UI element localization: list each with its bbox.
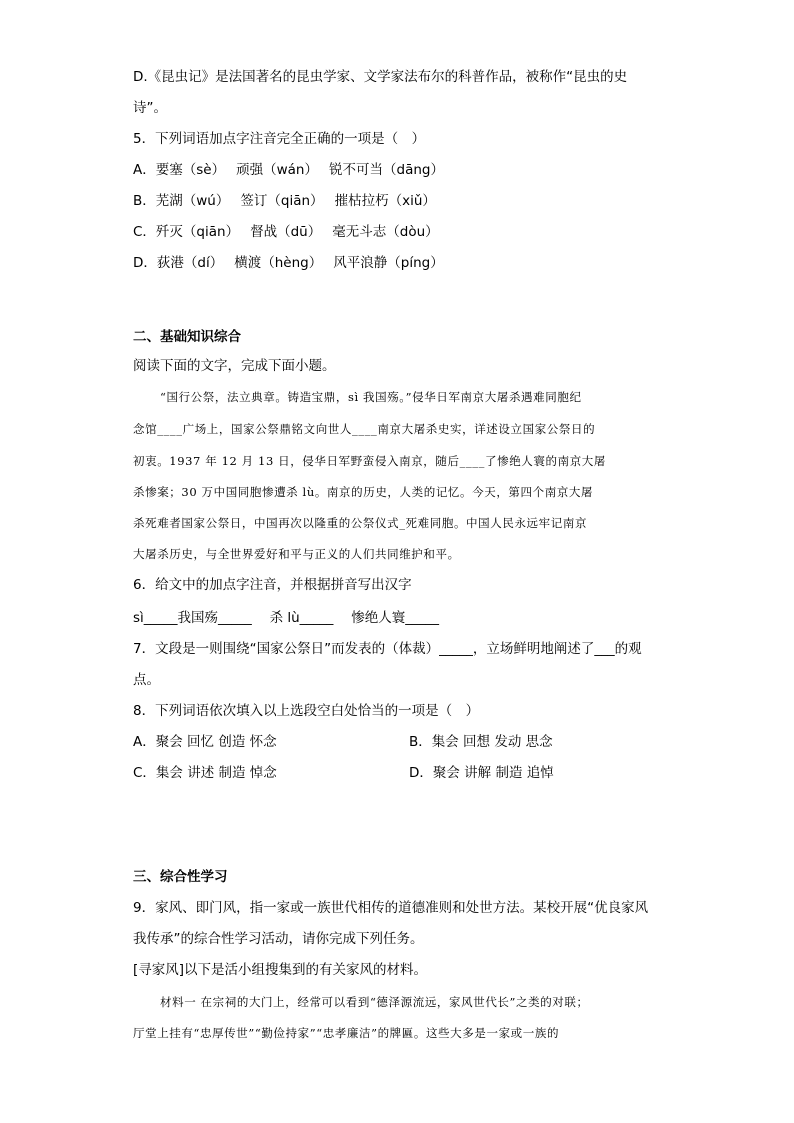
q6-stem: 6．给文中的加点字注音，并根据拼音写出汉字 [133, 577, 412, 593]
q7-line1: 7．文段是一则围绕“国家公祭日”而发表的（体裁）_____，立场鲜明地阐述了___的观 [133, 641, 642, 657]
q5-option-a: A．要塞（sè） 顽强（wán） 锐不可当（dāng） [133, 162, 444, 178]
passage-line-5: 杀死难者国家公祭日，中国再次以隆重的公祭仪式_死难同胞。中国人民永远牢记南京 [133, 516, 588, 530]
q9-line1: 9．家风、即门风，指一家或一族世代相传的道德准则和处世方法。某校开展“优良家风 [133, 900, 649, 916]
passage-line-1: “国行公祭，法立典章。铸造宝鼎，sì 我国殇。”侵华日军南京大屠杀遇难同胞纪 [160, 390, 582, 404]
q5-option-b: B．芜湖（wú） 签订（qiān） 摧枯拉朽（xiǔ） [133, 193, 436, 209]
q8-option-c: C．集会 讲述 制造 悼念 [133, 765, 277, 781]
q4-option-d-line2: 诗”。 [133, 100, 167, 116]
q5-option-c: C．歼灭（qiān） 督战（dū） 毫无斗志（dòu） [133, 224, 439, 240]
q5-stem: 5．下列词语加点字注音完全正确的一项是（ ） [133, 131, 426, 147]
material-line-2: 厅堂上挂有“忠厚传世”“勤俭持家”“忠孝廉洁”的牌匾。这些大多是一家或一族的 [133, 1026, 560, 1040]
passage-line-3: 初衷。1937 年 12 月 13 日，侵华日军野蛮侵入南京，随后____了惨绝人寰的南京大屠 [133, 454, 607, 468]
q9-line2: 我传承”的综合性学习活动，请你完成下列任务。 [133, 931, 424, 947]
q4-option-d-line1: D.《昆虫记》是法国著名的昆虫学家、文学家法布尔的科普作品，被称作“昆虫的史 [133, 69, 628, 85]
passage-line-6: 大屠杀历史，与全世界爱好和平与正义的人们共同维护和平。 [133, 547, 460, 561]
task-label: [寻家风]以下是活小组搜集到的有关家风的材料。 [133, 962, 428, 978]
section2-instruction: 阅读下面的文字，完成下面小题。 [133, 358, 336, 374]
section2-title: 二、基础知识综合 [133, 329, 241, 345]
q5-option-d: D．荻港（dí） 横渡（hèng） 风平浪静（píng） [133, 255, 444, 271]
q8-stem: 8．下列词语依次填入以上选段空白处恰当的一项是（ ） [133, 703, 480, 719]
q8-option-b: B．集会 回想 发动 思念 [409, 734, 553, 750]
material-line-1: 材料一 在宗祠的大门上，经常可以看到“德泽源流远，家风世代长”之类的对联； [160, 995, 589, 1009]
q7-line2: 点。 [133, 672, 160, 688]
passage-line-4: 杀惨案；30 万中国同胞惨遭杀 lù。南京的历史，人类的记忆。今天，第四个南京大屠 [133, 485, 594, 499]
q6-blanks: sì_____我国殇_____ 杀 lù_____ 惨绝人寰_____ [133, 610, 439, 626]
passage-line-2: 念馆____广场上，国家公祭鼎铭文向世人____南京大屠杀史实，详述设立国家公祭日的 [133, 422, 596, 436]
section3-title: 三、综合性学习 [133, 869, 228, 885]
q8-option-d: D．聚会 讲解 制造 追悼 [409, 765, 554, 781]
q8-option-a: A．聚会 回忆 创造 怀念 [133, 734, 277, 750]
